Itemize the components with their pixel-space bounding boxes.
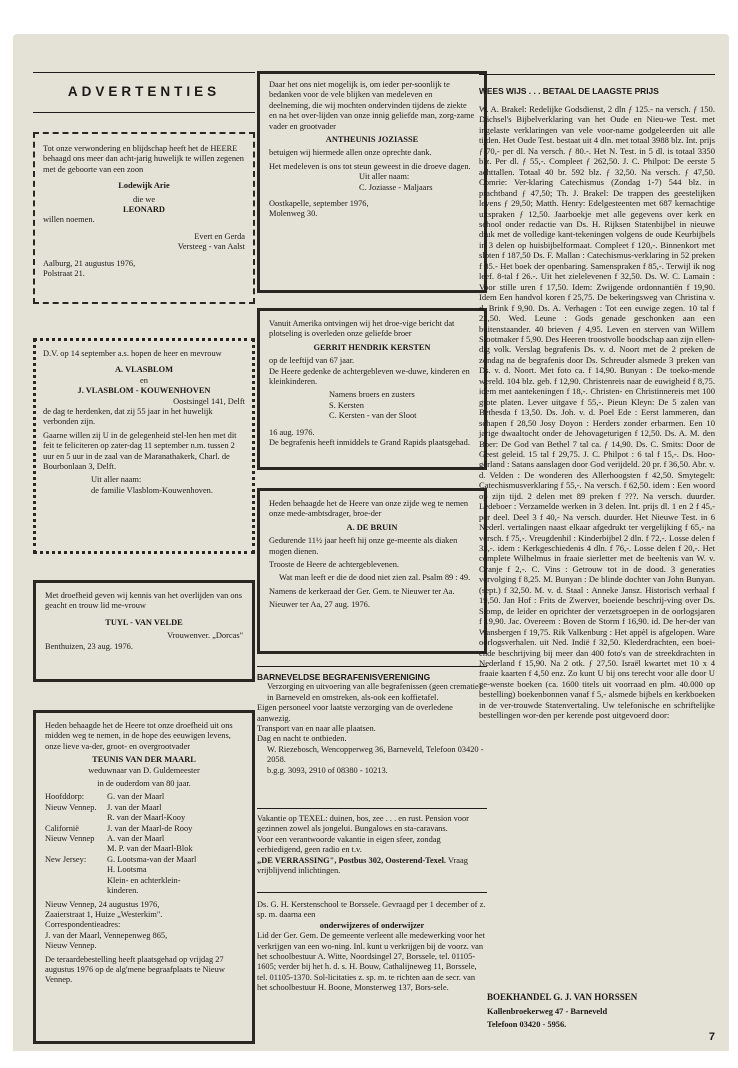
family-member: G. Lootsma-van der Maarl bbox=[107, 854, 197, 864]
anniversary-address: Oostsingel 141, Delft bbox=[173, 396, 245, 406]
bruin-name: A. DE BRUIN bbox=[346, 522, 398, 532]
family-member: M. P. van der Maarl-Blok bbox=[107, 844, 193, 854]
barneveld-p2: Eigen personeel voor laatste verzorging van de overledene aanwezig. bbox=[257, 703, 453, 723]
family-member: J. van der Maarl bbox=[107, 802, 162, 812]
birth-name: LEONARD bbox=[123, 205, 165, 215]
texel-inquiry: Vraag vrijblijvend inlichtingen. bbox=[257, 855, 468, 876]
family-member: J. van der Maarl-de Rooy bbox=[107, 823, 193, 833]
family-place: Nieuw Vennep bbox=[45, 834, 95, 844]
birth-willen: willen noemen. bbox=[43, 215, 95, 225]
texel-top-rule bbox=[257, 808, 487, 809]
bruin-text2: Trooste de Heere de achtergeblevenen. bbox=[269, 560, 399, 570]
birth-child-name: Lodewijk Arie bbox=[118, 181, 170, 191]
anniversary-text2: Gaarne willen zij U in de gelegenheid stel-len hen met dit feit te feliciteren op zater-dag 11 september n.m. tussen 2 uur en 5 uur in de zaal van de Maranathakerk, Charl. de Bourbonlaan 3, Delft. bbox=[43, 430, 237, 472]
maarl-obituary bbox=[33, 710, 255, 1044]
tuyl-name: TUYL - VAN VELDE bbox=[105, 617, 183, 627]
barneveld-title: BARNEVELDSE BEGRAFENISVERENIGING bbox=[257, 672, 431, 682]
family-place bbox=[45, 876, 107, 886]
books-body: W. A. Brakel: Redelijke Godsdienst, 2 dln ƒ 125.- na versch. ƒ 150. Dächsel's Bijbelverklaring van het Oude en Nieu-we Test. met ingelaste verklaringen van vele voor-name godgeleerden uit alle tijden. Het Oude Test. bestaat uit 4 dln. met totaal 3988 blz. Int. prijs ƒ 70,- per dl. Na versch. ƒ 80.-. Het N. Test. in 5 dl. is totaal 3350 blz. Per dl. ƒ 55,-. Compleet ƒ 262,50. J. C. Philpot: De eerste 5 achttallen. Totaal 40 br. 592 blz. ƒ 32,50. Na versch. ƒ 47,50. Comrie: Ver-klaring Catechismus (Zondag 1-7) 544 blz. in prachtband ƒ 47,50; Th. J. Brakel: De trappen des geestelijken levens ƒ 29,50; Matth. Henry: Edelgesteenten met 687 kernachtige uitspraken ƒ 12,50. Jaarboekje met alle gegevens over kerk en school onder redactie van Ds. H. Rijksen Statenbijbel in nieuwe druk met de volledige kant-tekeningen volgens de oude Keurbijbels in 3 delen op huisbijbelformaat. Compleet f 120,-. Binnenkort met sloten f 187,50 Ds. F. Mallan : Catechismus-verklaring in 52 preken f 85.- Het boek der openbaring. Samenspraken f 85,-. Terwijl ik nog leef. 8-tal f 26.-. Uit het zielelevenen f 32,50. Ds. W. C. Lamain : Voor stille uren f 17,50. Idem: Zwijgende ordonnantiën f 19,90. Idem Een handvol koren f 25,75. De bekeringsweg van Christina v. d. Brink f 9,90. Ds. A. Verhagen : Tot een euwige zegen. 10 tal f 22,50. Wed. Leune : Gods genade geschonken aan een buitenstaander. 40 brieven ƒ 4,95. Leven en sterven van Willem Slootmaker f 5,90. Des Heeren troostvolle boodschap aan zijn ellen-dig volk. Verslag begrafenis Ds. v. d. Noort met de 2 preken de zondag na de begrafenis door Ds. Schreuder alsmede 3 preken van Ds. v. d. Noort. Met foto ca. f 14,90. Bunyan : De toeko-mende wereld. 104 blz. geb. f 12,90. Christenreis naar de euwigheid f 8,75. idem met aantekeningen f 18,-. Christen- en Christinnereis met 100 grote platen. Lever uitgave f 55,-. Pieun Kleyn: De 5 zalen van Bethesda f 13,50. Ds. Joh. v. d. Poel Ede : Eerst lammeren, dan schapen f 28,50 Josy Doyon : Herders zonder erbarmen. Een 10 jarige dwaaltocht onder de Jehovageturigen f 12,50. Ds. A. M. den Boer: De God van Bethel 7 tal ca. ƒ 14,90. Ds. C. Smits: Door de Geest geleid. 15 tal f 29,75. J. C. Philpot : 6 tal f 15,-. Ds. Hoo-gerland : Satans aanslagen door God verijdeld. 20 pr. f 36,50. Abr. v. d. Velden : De wonderen des Allerhoogsten f 42,50. Smytegelt: Catechismusverklaring f 55,-. Na versch. f 62,50. idem : Een woord op zijn tijd. 2 delen met 89 preken f ???. Na versch. duurder. Ledeboer : Verzamelde werken in 3 delen. Int. prijs dl. 1 en 2 f 45,- per deel. Deel 3 f 40,- Na versch. duurder. Het Nieuwe Test. in 6 Nederl. vertalingen naast elkaar afgedrukt ter vergelijking f 65,- na versch. f 75,-. Vreugdenhil : Kinderbijbel 2 dln. f 72,-. Losse delen f 33,-. idem : Kerkgeschiedenis 4 dln. f 76,-. Losse delen f 20,-. Het complete Wilhelmus in fraaie sierletter met de beeltenis van W. v. Oranje f 2,-. C. Vins : Getrouw tot in de dood. 3 generaties vervolging f 8,25. M. Bunyan : De blinde dochter van John Bunyan. (sept.) f 32,50. M. v. d. Staal : Anneke Jansz. Historisch verhaal f 19,50. Jan Hof : Frits de Zwerver, boeiende beschrij-ving over Ds. Slomp, de leider en oprichter der verzetsgroepen in de oorlogsjaren f 19,90. Jac. Overeem : Boven de Storm f 16,90. id. De her-der van Wansbergen f 19,75. Rik Valkenburg : Het appèl is afgelopen. Ware oorlogsverhalen. uit Ned. Indië f 32,50. Klederdrachten, een boei-ende beschrijving bij meer dan 400 foto's van de streekdrachten in Nederland f 15,90. Na 2 otk. ƒ 27,50. Israël kwartet met 10 x 4 fraaie kaarten f 4,50 enz. Zo kunt U bij ons terecht voor alle door U ge-wenste boeken (ca. 1600 titels uit voorraad en plm. 40.000 op bestelling) boekenbonnen vanaf f 5,- alsmede bijbels en kerkboeken in de ver-trouwde Statenvertaling. Uw telefonische en schriftelijke bestellingen wor-den per kerende post uitgevoerd door: bbox=[479, 104, 716, 721]
joziasse-sign2: C. Joziasse - Maljaars bbox=[359, 182, 433, 192]
joziasse-text2: Het medeleven is ons tot steun geweest in die droeve dagen. bbox=[269, 161, 471, 171]
school-top-rule bbox=[257, 892, 487, 893]
kersten-sign1: Namens broers en zusters bbox=[329, 390, 415, 400]
kersten-name: GERRIT HENDRIK KERSTEN bbox=[313, 342, 431, 352]
tuyl-org: Vrouwenver. „Dorcas" bbox=[167, 631, 243, 641]
school-p2: Lid der Ger. Gem. De gemeente verleent alle medewerking voor het verkrijgen van een wo-ning. Inl. kunt u verkrijgen bij de voorz. van het schoolbestuur A. Witte, Noordsingel 27, Borssele, tel. 01105-1605; verder bij het h. d. s. H. Bouw, Cathalijneweg 11, Borssele, tel. 01105-1370. Sol-licitaties z. sp. m. te richten aan de secr. van het schoolbestuur H. Boone, Monsterweg 137, Bors-sele. bbox=[257, 931, 485, 993]
tuyl-notice bbox=[33, 580, 255, 682]
texel-p2: Voor een verantwoorde vakantie in eigen sfeer, zondag eerbiedigend, geen radio en t.v. bbox=[257, 834, 441, 855]
books-shop-name: BOEKHANDEL G. J. VAN HORSSEN bbox=[487, 992, 638, 1002]
anniversary-name1: A. VLASBLOM bbox=[114, 365, 173, 375]
section-heading: ADVERTENTIES bbox=[67, 84, 221, 99]
birth-die-we: die we bbox=[132, 194, 156, 204]
family-place: Nieuw Vennep. bbox=[45, 802, 97, 812]
texel-p1: Vakantie op TEXEL: duinen, bos, zee . . . en rust. Pension voor gezinnen zowel als jongelui. Bungalows en sta-caravans. bbox=[257, 814, 469, 834]
kersten-intro: Vanuit Amerika ontvingen wij het droe-vige bericht dat plotseling is overleden onze geliefde broer bbox=[269, 319, 455, 339]
barneveld-ad bbox=[257, 672, 487, 776]
books-shop-address: Kallenbroekerweg 47 - Barneveld bbox=[487, 1007, 608, 1016]
top-rule bbox=[33, 72, 255, 73]
maarl-name: TEUNIS VAN DER MAARL bbox=[92, 755, 196, 765]
maarl-intro: Heden behaagde het de Heere tot onze droefheid uit ons midden weg te nemen, in de hope des eeuwigen levens, onze lieve va-der, groot- en overgrootvader bbox=[45, 721, 233, 751]
family-member: kinderen. bbox=[107, 886, 139, 896]
joziasse-text1: betuigen wij hiermede allen onze oprechte dank. bbox=[269, 148, 432, 158]
bruin-intro: Heden behaagde het de Heere van onze zijde weg te nemen onze mede-ambtsdrager, broe-der bbox=[269, 499, 469, 519]
school-p1: Ds. G. H. Kerstenschool te Borssele. Gevraagd per 1 december of z. sp. m. daarna een bbox=[257, 900, 486, 920]
family-member: A. van der Maarl bbox=[107, 834, 165, 844]
maarl-corr-label: Correspondentieadres: bbox=[45, 920, 121, 930]
joziasse-sign1: Uit aller naam: bbox=[359, 172, 410, 182]
barneveld-p5: W. Riezebosch, Wencopperweg 36, Barneveld, Telefoon 03420 - 2058. bbox=[267, 744, 484, 765]
anniversary-en: en bbox=[140, 375, 148, 385]
school-title: onderwijzeres of onderwijzer bbox=[319, 920, 425, 930]
school-vacancy bbox=[257, 900, 487, 994]
birth-parents-surname: Versteeg - van Aalst bbox=[177, 242, 245, 252]
kersten-funeral: De begrafenis heeft inmiddels te Grand Rapids plaatsgehad. bbox=[269, 438, 470, 448]
birth-announcement bbox=[33, 132, 255, 304]
books-shop-phone: Telefoon 03420 - 5956. bbox=[487, 1020, 567, 1029]
anniversary-text: de dag te herdenken, dat zij 55 jaar in het huwelijk verbonden zijn. bbox=[43, 407, 213, 427]
anniversary-intro: D.V. op 14 september a.s. hopen de heer en mevrouw bbox=[43, 349, 222, 358]
barneveld-p1: Verzorging en uitvoering van alle begrafenissen (geen crematie) in Barneveld en omstreken, als-ook een koffietafel. bbox=[267, 682, 482, 702]
joziasse-name: ANTHEUNIS JOZIASSE bbox=[325, 135, 419, 145]
family-place: New Jersey: bbox=[45, 854, 87, 864]
family-member: G. van der Maarl bbox=[107, 792, 165, 802]
maarl-funeral: De teraardebestelling heeft plaatsgehad op vrijdag 27 augustus 1976 op de alg'mene begraafplaats te Nieuw Vennep. bbox=[45, 954, 225, 985]
family-place: Californië bbox=[45, 823, 79, 833]
tuyl-intro: Met droefheid geven wij kennis van het overlijden van ons geacht en trouw lid me-vrouw bbox=[45, 591, 242, 611]
maarl-place: Nieuw Vennep, 24 augustus 1976, bbox=[45, 899, 160, 909]
family-place bbox=[45, 844, 107, 854]
books-title: WEES WIJS . . . BETAAL DE LAAGSTE PRIJS bbox=[479, 86, 659, 96]
family-place bbox=[45, 886, 107, 896]
kersten-notice bbox=[257, 308, 487, 470]
kersten-date: 16 aug. 1976. bbox=[269, 427, 315, 437]
barneveld-p4: Dag en nacht te ontbieden. bbox=[257, 734, 347, 744]
family-place bbox=[45, 813, 107, 823]
family-place: Hoofddorp: bbox=[45, 792, 85, 802]
maarl-age: in de ouderdom van 80 jaar. bbox=[97, 779, 191, 789]
texel-contact: „DE VERRASSING", Postbus 302, Oosterend-Texel. bbox=[257, 855, 446, 865]
birth-intro: Tot onze verwondering en blijdschap heeft het de HEERE behaagd ons meer dan acht-jarig huwelijk te willen zegenen met de geboorte van een zoon bbox=[43, 144, 244, 174]
family-member: Klein- en achterklein- bbox=[107, 875, 181, 885]
maarl-address: Zaaierstraat 1, Huize „Westerkim". bbox=[45, 909, 163, 919]
joziasse-thanks bbox=[257, 71, 487, 293]
anniversary-sign1: Uit aller naam: bbox=[91, 475, 142, 485]
joziasse-street: Molenweg 30. bbox=[269, 209, 318, 219]
maarl-corr-place: Nieuw Vennep. bbox=[45, 941, 97, 951]
kersten-text: op de leeftijd van 67 jaar. bbox=[269, 356, 355, 366]
kersten-text2: De Heere gedenke de achtergebleven we-duwe, kinderen en kleinkinderen. bbox=[269, 366, 470, 387]
texel-ad bbox=[257, 814, 487, 876]
birth-place: Aalburg, 21 augustus 1976, bbox=[43, 258, 136, 268]
tuyl-place: Benthuizen, 23 aug. 1976. bbox=[45, 641, 133, 651]
bruin-notice bbox=[257, 488, 487, 654]
anniversary-announcement bbox=[33, 338, 255, 554]
joziasse-place: Oostkapelle, september 1976, bbox=[269, 199, 369, 209]
anniversary-sign2: de familie Vlasblom-Kouwenhoven. bbox=[91, 485, 213, 495]
barneveld-p6: b.g.g. 3093, 2910 of 08380 - 10213. bbox=[267, 765, 388, 775]
family-place bbox=[45, 865, 107, 875]
bruin-place: Nieuwer ter Aa, 27 aug. 1976. bbox=[269, 600, 370, 610]
birth-parents: Evert en Gerda bbox=[194, 231, 245, 241]
birth-street: Polstraat 21. bbox=[43, 269, 85, 279]
page-number: 7 bbox=[708, 1031, 715, 1043]
books-top-rule bbox=[479, 74, 715, 75]
maarl-family-list bbox=[45, 792, 243, 896]
kersten-sign2: S. Kersten bbox=[329, 400, 364, 410]
joziasse-intro: Daar het ons niet mogelijk is, om ieder per-soonlijk te bedanken voor de vele blijken van medeleven en deelneming, die wij mochten ondervinden tijdens de ziekte en na het over-lijden van onze innig geliefde man, zorg-zame vader en grootvader bbox=[269, 80, 475, 131]
anniversary-name2: J. VLASBLOM - KOUWENHOVEN bbox=[77, 386, 211, 396]
family-member: R. van der Maarl-Kooy bbox=[107, 813, 186, 823]
heading-rule bbox=[33, 112, 255, 113]
maarl-corr-name: J. van der Maarl, Vennepenweg 865, bbox=[45, 930, 168, 940]
family-member: H. Lootsma bbox=[107, 865, 147, 875]
kersten-sign3: C. Kersten - van der Sloot bbox=[329, 411, 417, 421]
bruin-sign: Namens de kerkeraad der Ger. Gem. te Nieuwer ter Aa. bbox=[269, 586, 455, 596]
maarl-sub: weduwnaar van D. Guldemeester bbox=[88, 765, 200, 775]
bruin-verse: Wat man leeft er die de dood niet zien zal. Psalm 89 : 49. bbox=[279, 573, 471, 583]
barneveld-top-rule bbox=[257, 666, 487, 667]
bruin-text: Gedurende 11½ jaar heeft hij onze ge-meente als diaken mogen dienen. bbox=[269, 536, 458, 556]
newspaper-page bbox=[13, 34, 729, 1051]
barneveld-p3: Transport van en naar alle plaatsen. bbox=[257, 724, 376, 734]
